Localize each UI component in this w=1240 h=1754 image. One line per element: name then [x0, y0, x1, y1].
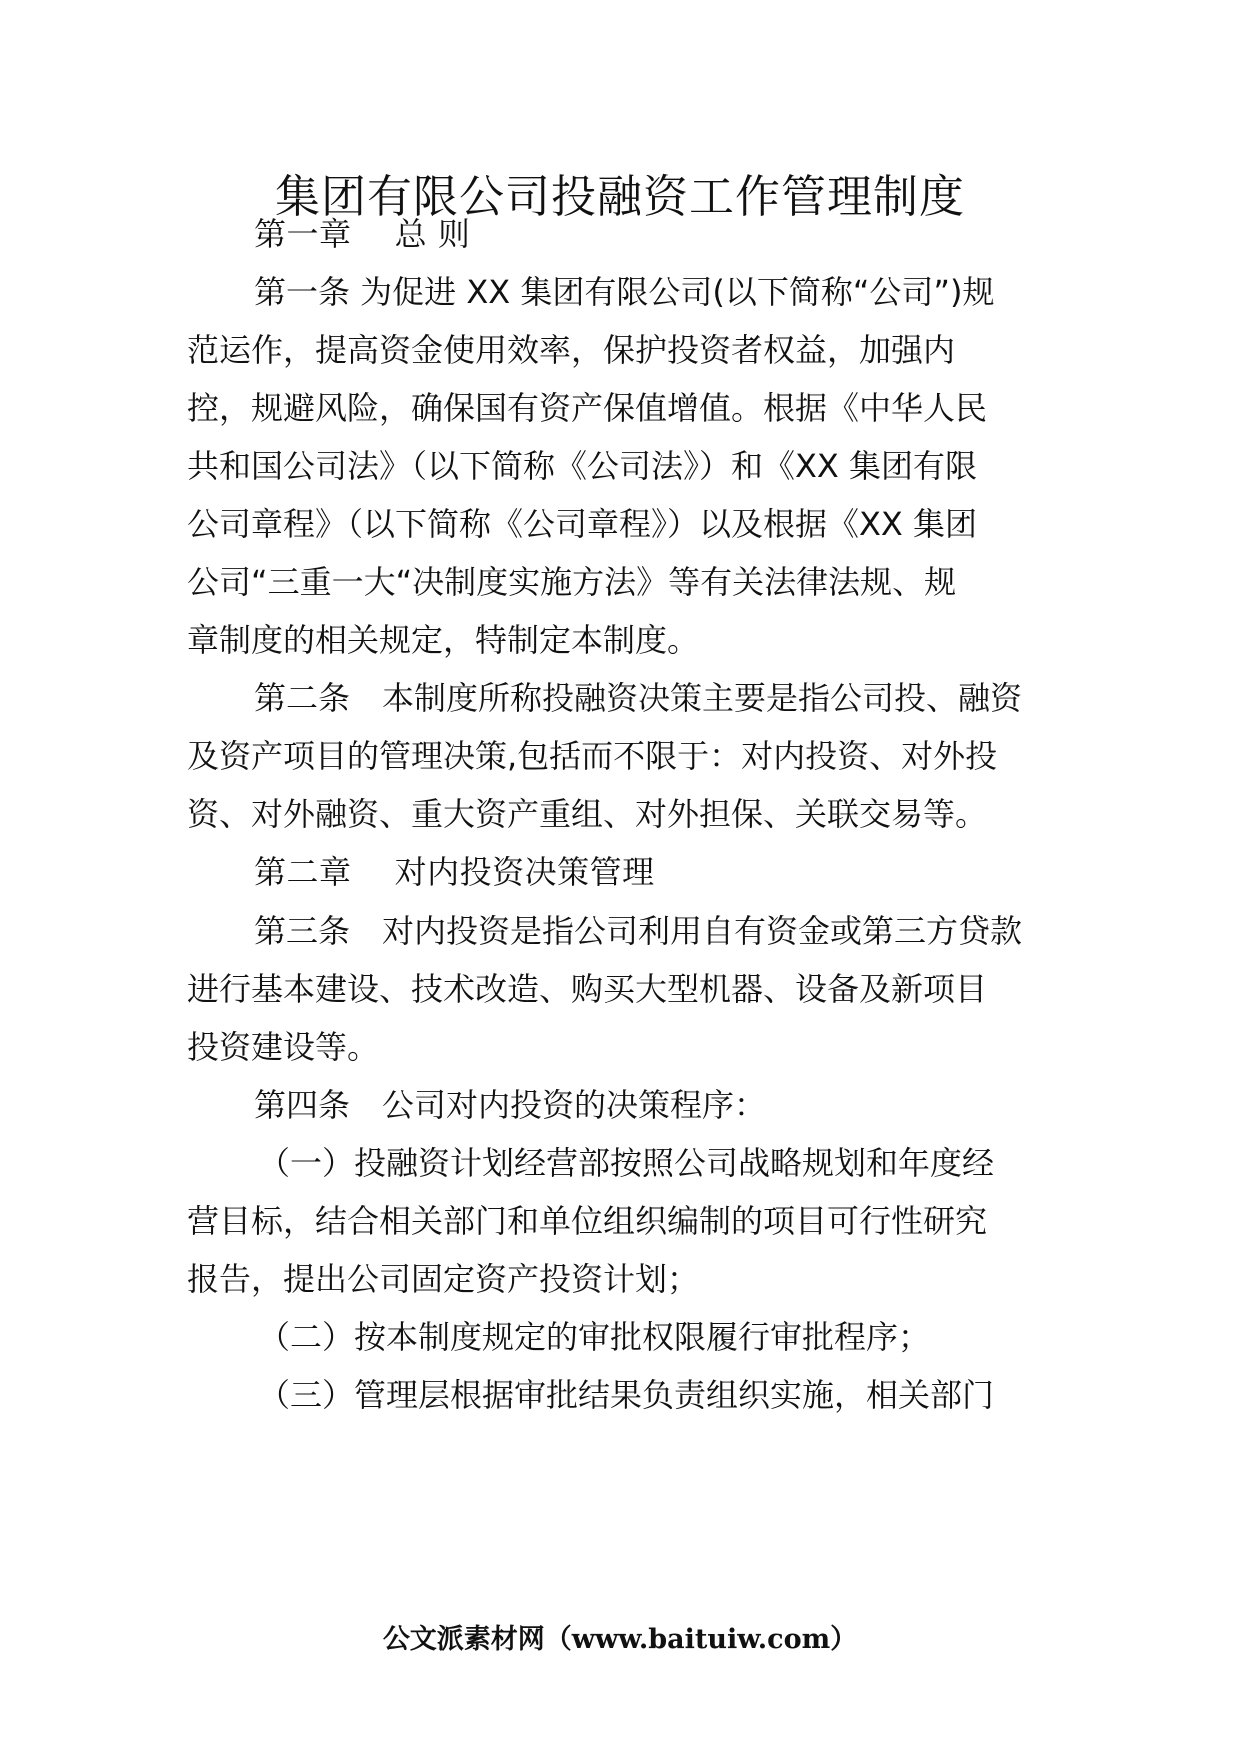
chapter-2-heading: 第二章 对内投资决策管理 — [254, 853, 655, 891]
item-2-line-1: （二）按本制度规定的审批权限履行审批程序； — [258, 1318, 931, 1356]
article-1-line-6: 公司“三重一大“决制度实施方法》等有关法律法规、规 — [187, 563, 957, 601]
item-1-line-1: （一）投融资计划经营部按照公司战略规划和年度经 — [258, 1144, 995, 1182]
article-1-line-7: 章制度的相关规定，特制定本制度。 — [187, 621, 700, 659]
item-1-line-2: 营目标，结合相关部门和单位组织编制的项目可行性研究 — [187, 1202, 988, 1240]
page-footer-watermark: 公文派素材网（www.baituiw.com） — [382, 1624, 858, 1655]
article-4-line-1: 第四条 公司对内投资的决策程序： — [254, 1086, 767, 1124]
article-3-line-3: 投资建设等。 — [187, 1028, 380, 1066]
document-title: 集团有限公司投融资工作管理制度 — [274, 170, 965, 223]
article-2-line-2: 及资产项目的管理决策,包括而不限于：对内投资、对外投 — [187, 737, 998, 775]
article-1-line-2: 范运作，提高资金使用效率，保护投资者权益，加强内 — [187, 331, 956, 369]
article-1-line-4: 共和国公司法》（以下简称《公司法》）和《XX 集团有限 — [187, 447, 978, 485]
item-1-line-3: 报告，提出公司固定资产投资计划； — [187, 1260, 700, 1298]
item-3-line-1: （三）管理层根据审批结果负责组织实施，相关部门 — [258, 1376, 995, 1414]
article-3-line-1: 第三条 对内投资是指公司利用自有资金或第三方贷款 — [254, 912, 1023, 950]
article-2-line-3: 资、对外融资、重大资产重组、对外担保、关联交易等。 — [187, 795, 988, 833]
chapter-1-heading: 第一章 总 则 — [254, 215, 471, 253]
article-1-line-5: 公司章程》（以下简称《公司章程》）以及根据《XX 集团 — [187, 505, 978, 543]
article-1-line-3: 控，规避风险，确保国有资产保值增值。根据《中华人民 — [187, 389, 988, 427]
article-2-line-1: 第二条 本制度所称投融资决策主要是指公司投、融资 — [254, 679, 1023, 717]
article-3-line-2: 进行基本建设、技术改造、购买大型机器、设备及新项目 — [187, 970, 988, 1008]
article-1-line-1: 第一条 为促进 XX 集团有限公司(以下简称“公司”)规 — [254, 273, 995, 311]
